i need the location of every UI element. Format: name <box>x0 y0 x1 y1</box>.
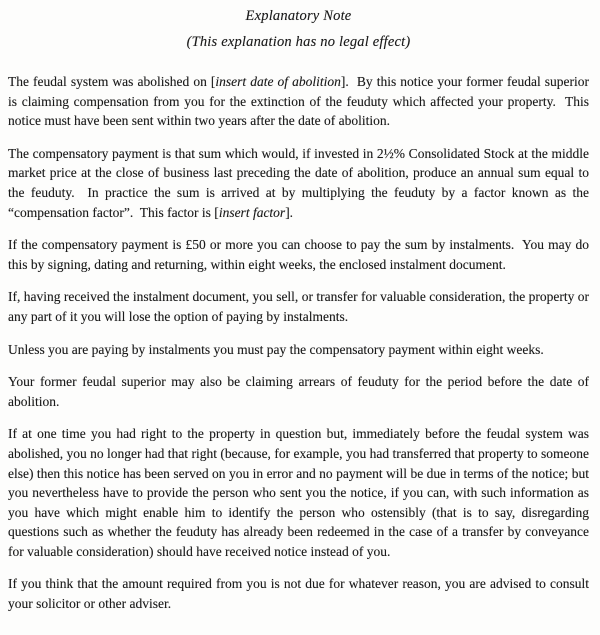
paragraph-text: Your former feudal superior may also be claiming arrears of feuduty for the period before the date of abolition. <box>8 374 593 409</box>
inline-placeholder-text: insert date of abolition <box>215 74 341 89</box>
paragraph-6 <box>8 372 593 411</box>
paragraph-text: The feudal system was abolished on [ <box>8 74 216 89</box>
paragraph-8 <box>8 574 593 613</box>
document-title: Explanatory Note <box>245 8 352 24</box>
paragraph-text: ]. <box>285 204 294 220</box>
paragraph-text: If the compensatory payment is £50 or more you can choose to pay the sum by instalments. You may do this by signing, dating and returning, within eight weeks, the enclosed instalment document. <box>8 237 593 272</box>
document-subtitle: (This explanation has no legal effect) <box>186 34 411 50</box>
paragraph-text: If, having received the instalment document, you sell, or transfer for valuable consideration, the property or any part of it you will lose the option of paying by instalments. <box>8 289 593 324</box>
inline-placeholder-text: insert factor <box>218 204 286 220</box>
paragraph-text: If you think that the amount required from you is not due for whatever reason, you are advised to consult your solicitor or other adviser. <box>8 576 593 612</box>
paragraph-1 <box>8 72 593 131</box>
paragraph-text: If at one time you had right to the property in question but, immediately before the feudal system was abolished, you no longer had that right (because, for example, you had transferred that property to someone else) then this notice has been served on you in error and no payment will be due in terms of the notice; but you nevertheless have to provide the person who sent you the notice, if you can, with such information as you have which might enable him to identify the person who ostensibly (that is to say, disregarding questions such as whether the feuduty has already been redeemed in the case of a transfer by conveyance for valuable consideration) should have received notice instead of you. <box>8 426 593 559</box>
paragraph-text: Unless you are paying by instalments you must pay the compensatory payment within eight weeks. <box>8 341 544 357</box>
paragraph-4 <box>8 287 593 326</box>
paragraph-2 <box>8 144 593 222</box>
paragraph-text: The compensatory payment is that sum which would, if invested in 2½% Consolidated Stock at the middle market price at the close of business last preceding the date of abolition, produce an annual sum equal to the feuduty. In practice the sum is arrived at by multiplying the feuduty by a factor known as the “compensation factor”. This factor is [ <box>8 145 593 220</box>
paragraph-5 <box>8 340 589 360</box>
paragraph-7 <box>8 424 593 561</box>
paragraph-3 <box>8 235 593 274</box>
document-body <box>8 72 593 614</box>
paragraph-text: ]. By this notice your former feudal superior is claiming compensation from you for the extinction of the feuduty which affected your property. This notice must have been sent within two years after the date of abolition. <box>8 74 593 129</box>
